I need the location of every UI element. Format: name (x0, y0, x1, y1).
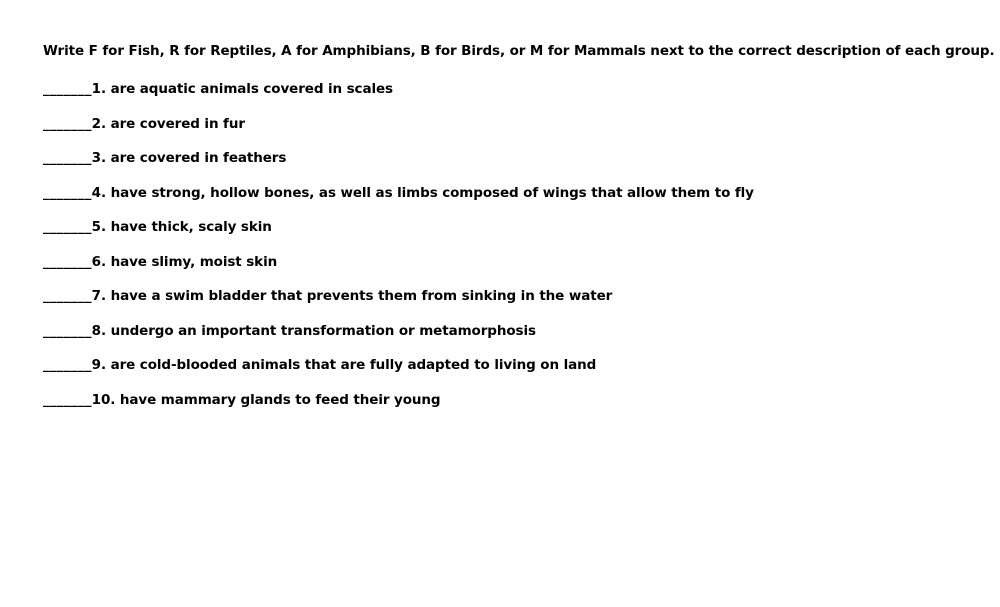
question-text: 8. undergo an important transformation or metamorphosis (91, 322, 536, 339)
question-text: 6. have slimy, moist skin (91, 253, 278, 270)
instructions-text: Write F for Fish, R for Reptiles, A for Amphibians, B for Birds, or M for Mammals next to the correct description of each group. (43, 43, 995, 59)
answer-blank[interactable]: _______ (43, 288, 92, 304)
question-item-8 (43, 323, 983, 358)
answer-blank[interactable]: _______ (43, 81, 92, 97)
question-list (43, 81, 983, 426)
answer-blank[interactable]: _______ (43, 219, 92, 235)
question-item-9 (43, 357, 983, 392)
question-item-6 (43, 254, 983, 289)
question-text: 2. are covered in fur (91, 115, 245, 132)
question-item-1 (43, 81, 983, 116)
question-item-3 (43, 150, 983, 185)
question-item-5 (43, 219, 983, 254)
question-text: 4. have strong, hollow bones, as well as limbs composed of wings that allow them to fly (91, 184, 754, 201)
question-text: 7. have a swim bladder that prevents them from sinking in the water (91, 288, 613, 304)
question-text: 3. are covered in feathers (91, 150, 287, 166)
answer-blank[interactable]: _______ (43, 322, 92, 339)
question-text: 9. are cold-blooded animals that are fully adapted to living on land (91, 357, 597, 373)
answer-blank[interactable]: _______ (43, 253, 92, 270)
question-item-10 (43, 392, 983, 427)
answer-blank[interactable]: _______ (43, 391, 92, 408)
worksheet (43, 42, 995, 426)
question-item-7 (43, 288, 983, 323)
answer-blank[interactable]: _______ (43, 184, 92, 201)
answer-blank[interactable]: _______ (43, 115, 92, 132)
question-item-4 (43, 185, 983, 220)
answer-blank[interactable]: _______ (43, 150, 92, 166)
question-item-2 (43, 116, 983, 151)
answer-blank[interactable]: _______ (43, 357, 92, 373)
question-text: 10. have mammary glands to feed their young (91, 391, 441, 408)
question-text: 5. have thick, scaly skin (91, 219, 272, 235)
question-text: 1. are aquatic animals covered in scales (91, 81, 393, 97)
